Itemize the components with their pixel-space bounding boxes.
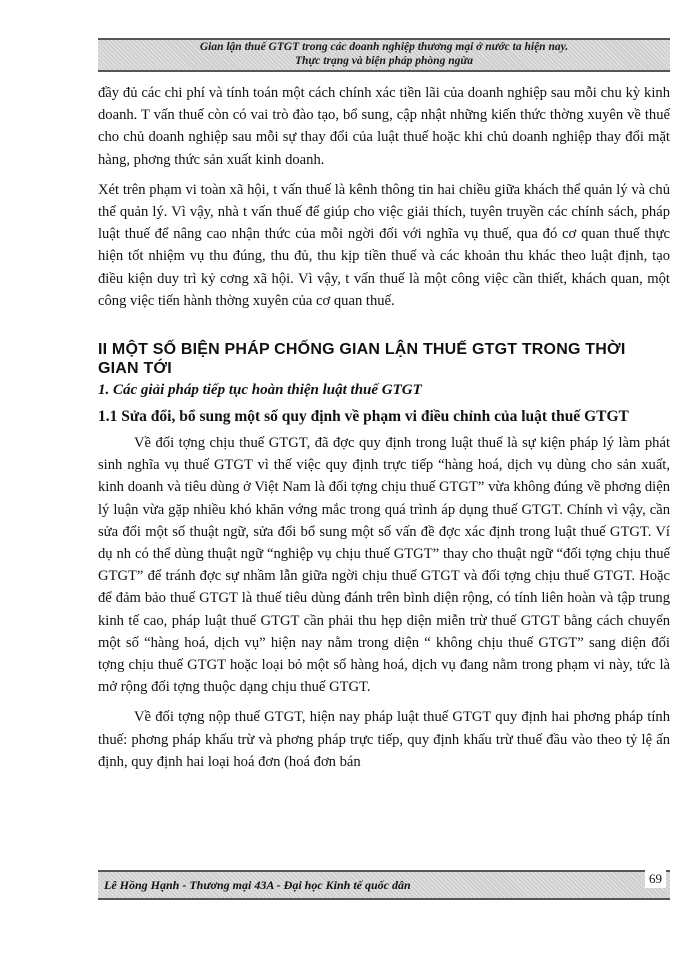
page-header [98,38,670,72]
paragraph-intro-2: Xét trên phạm vi toàn xã hội, t vấn thuế là kênh thông tin hai chiều giữa khách thể quản lý và chủ thể quản lý. Vì vậy, nhà t vấn thuế để giúp cho việc giải thích, tuyên truyền các chính sách, pháp luật thuế để nâng cao nhận thức của mỗi ngời đối với nghĩa vụ thuế, qua đó cơ quan thuế thực hiện tốt nhiệm vụ thu đúng, thu đủ, thu kịp tiền thuế và các khoản thu khác theo luật định, tạo điều kiện duy trì kỷ cơng xã hội. Vì vậy, t vấn thuế là một công việc cần thiết, khách quan, một công việc tiến hành thờng xuyên của cơ quan thuế. [98,181,670,309]
paragraph-body-2: Về đối tợng nộp thuế GTGT, hiện nay pháp luật thuế GTGT quy định hai phơng pháp tính thuế: phơng pháp khấu trừ và phơng pháp trực tiếp, quy định khấu trừ thuế đầu vào theo tỷ lệ ấn định, quy định hai loại hoá đơn (hoá đơn bán [98,709,670,770]
section-title: II MỘT SỐ BIỆN PHÁP CHỐNG GIAN LẬN THUẾ GTGT TRONG THỜI GIAN TỚI [98,341,626,378]
document-body [98,82,670,773]
header-title-line2: Thực trạng và biện pháp phòng ngừa [294,55,473,67]
header-title-line1: Gian lận thuế GTGT trong các doanh nghiệp thương mại ở nước ta hiện nay. [199,41,569,53]
footer-author: Lê Hồng Hạnh - Thương mại 43A - Đại học Kinh tế quốc dân [104,878,411,892]
page-footer [98,870,670,900]
paragraph-body-1: Về đối tợng chịu thuế GTGT, đã đợc quy định trong luật thuế là sự kiện pháp lý làm phát sinh nghĩa vụ thuế GTGT vì thế việc quy định trực tiếp “hàng hoá, dịch vụ dùng cho sản xuất, kinh doanh và tiêu dùng ở Việt Nam là đối tợng chịu thuế GTGT” vừa không đúng về phơng diện lý luận vừa gặp nhiều khó khăn vớng mắc trong quá trình áp dụng thuế GTGT. Chính vì vậy, cần sửa đổi một số thuật ngữ, sửa đổi bổ sung một số vấn đề đợc xác định trong luật thuế GTGT. Ví dụ nh có thể dùng thuật ngữ “nghiệp vụ chịu thuế GTGT” thay cho thuật ngữ “đối tợng chịu thuế GTGT” để tránh đợc sự nhầm lẫn giữa ngời chịu thuế GTGT và đối tợng chịu thuế GTGT. Hoặc để đảm bảo thuế GTGT là thuế tiêu dùng đánh trên bình diện rộng, có tính liên hoàn và tập trung kinh tế cao, pháp luật thuế GTGT cần phải thu hẹp diện miễn trừ thuế GTGT bằng cách chuyển một số “hàng hoá, dịch vụ” hiện nay nằm trong diện “ không chịu thuế GTGT” sang diện đối tợng chịu thuế GTGT hoặc loại bỏ một số hàng hoá, dịch vụ đang nằm trong phạm vi này, tức là mở rộng đối tợng thuộc dạng chịu thuế GTGT. [98,435,670,696]
paragraph-intro-1: đầy đủ các chi phí và tính toán một cách chính xác tiền lãi của doanh nghiệp sau mỗi chu kỳ kinh doanh. T vấn thuế còn có vai trò đào tạo, bổ sung, cập nhật những kiến thức thờng xuyên về thuế cho chủ doanh nghiệp sau mỗi sự thay đổi của luật thuế hoặc khi chủ doanh nghiệp thay đổi mặt hàng, phơng thức sản xuất kinh doanh. [98,85,670,168]
subsection-title: 1. Các giải pháp tiếp tục hoàn thiện luật thuế GTGT [98,382,422,399]
page-number: 69 [645,870,666,888]
subsubsection-title: 1.1 Sửa đổi, bổ sung một số quy định về phạm vi điều chỉnh của luật thuế GTGT [98,408,629,426]
